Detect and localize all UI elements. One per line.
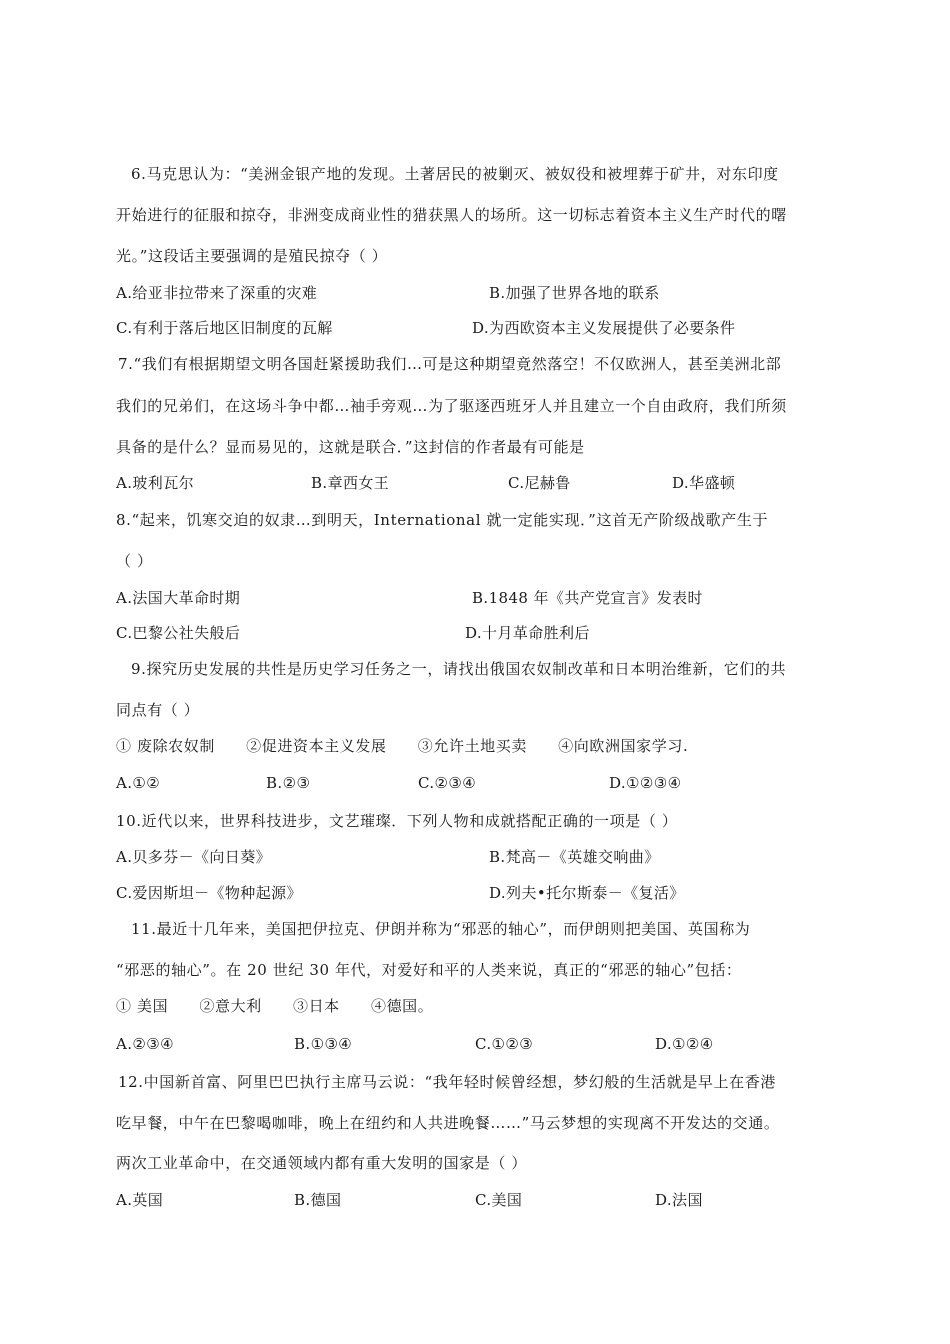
question-12-option-b: B.德国 [294, 1191, 342, 1209]
question-12-option-d: D.法国 [655, 1191, 703, 1209]
question-10-option-a: A.贝多芬－《向日葵》 [116, 848, 272, 866]
question-10-option-d: D.列夫•托尔斯泰－《复活》 [489, 884, 685, 902]
question-7-option-d: D.华盛顿 [672, 474, 736, 492]
question-11-line-1: 11.最近十几年来，美国把伊拉克、伊朗并称为“邪恶的轴心”，而伊朗则把美国、英国称为 [131, 920, 751, 938]
question-6-option-d: D.为西欧资本主义发展提供了必要条件 [472, 319, 736, 337]
question-7-line-1: 7.“我们有根据期望文明各国赶紧援助我们…可是这种期望竟然落空！不仅欧洲人，甚至美洲北部 [118, 355, 782, 373]
question-9-statements: ① 废除农奴制 ②促进资本主义发展 ③允许土地买卖 ④向欧洲国家学习. [116, 737, 689, 755]
question-10-line-1: 10.近代以来，世界科技进步，文艺璀璨．下列人物和成就搭配正确的一项是（ ） [116, 812, 678, 830]
question-8-option-d: D.十月革命胜利后 [465, 624, 590, 642]
question-7-option-c: C.尼赫鲁 [508, 474, 571, 492]
question-7-option-a: A.玻利瓦尔 [116, 474, 195, 492]
question-9-option-d: D.①②③④ [609, 774, 682, 792]
question-10-option-b: B.梵高－《英雄交响曲》 [489, 848, 660, 866]
question-11-option-c: C.①②③ [475, 1035, 534, 1053]
question-8-line-1: 8.“起来，饥寒交迫的奴隶…到明天，International 就一定能实现．”这首无产阶级战歌产生于 [116, 511, 769, 529]
question-12-option-c: C.美国 [475, 1191, 523, 1209]
question-11-option-a: A.②③④ [116, 1035, 174, 1053]
question-9-option-b: B.②③ [266, 774, 311, 792]
question-9-line-1: 9.探究历史发展的共性是历史学习任务之一，请找出俄国农奴制改革和日本明治维新，它们的共 [131, 660, 787, 678]
question-6-line-2: 开始进行的征服和掠夺，非洲变成商业性的猎获黑人的场所。这一切标志着资本主义生产时代的曙 [116, 206, 787, 224]
question-12-line-3: 两次工业革命中，在交通领域内都有重大发明的国家是（ ） [116, 1154, 527, 1172]
question-8-option-b: B.1848 年《共产党宣言》发表时 [472, 589, 703, 607]
question-6-option-b: B.加强了世界各地的联系 [489, 284, 660, 302]
question-12-line-2: 吃早餐，中午在巴黎喝咖啡，晚上在纽约和人共进晚餐……”马云梦想的实现离不开发达的交通。 [116, 1114, 780, 1132]
question-7-line-2: 我们的兄弟们，在这场斗争中都…袖手旁观…为了驱逐西班牙人并且建立一个自由政府，我们所须 [116, 397, 787, 415]
question-8-option-c: C.巴黎公社失般后 [116, 624, 241, 642]
question-6-option-c: C.有利于落后地区旧制度的瓦解 [116, 319, 333, 337]
question-7-option-b: B.章西女王 [311, 474, 390, 492]
question-11-statements: ① 美国 ②意大利 ③日本 ④德国。 [116, 997, 434, 1015]
question-6-line-1: 6.马克思认为：“美洲金银产地的发现。土著居民的被剿灭、被奴役和被埋葬于矿井，对东印度 [131, 165, 779, 183]
question-9-option-a: A.①② [116, 774, 161, 792]
question-6-option-a: A.给亚非拉带来了深重的灾难 [116, 284, 318, 302]
question-8-option-a: A.法国大革命时期 [116, 589, 241, 607]
question-11-option-b: B.①③④ [294, 1035, 353, 1053]
question-6-line-3: 光。”这段话主要强调的是殖民掠夺（ ） [116, 247, 388, 265]
question-12-line-1: 12.中国新首富、阿里巴巴执行主席马云说：“我年轻时候曾经想，梦幻般的生活就是早上在香港 [118, 1073, 776, 1091]
question-10-option-c: C.爱因斯坦－《物种起源》 [116, 884, 302, 902]
question-11-line-2: “邪恶的轴心”。在 20 世纪 30 年代，对爱好和平的人类来说，真正的“邪恶的轴心”包括： [116, 961, 742, 979]
question-7-line-3: 具备的是什么？显而易见的，这就是联合．”这封信的作者最有可能是 [116, 438, 585, 456]
question-8-line-2: （ ） [116, 552, 153, 570]
question-9-line-2: 同点有（ ） [116, 701, 200, 719]
question-12-option-a: A.英国 [116, 1191, 164, 1209]
question-9-option-c: C.②③④ [418, 774, 477, 792]
question-11-option-d: D.①②④ [655, 1035, 714, 1053]
